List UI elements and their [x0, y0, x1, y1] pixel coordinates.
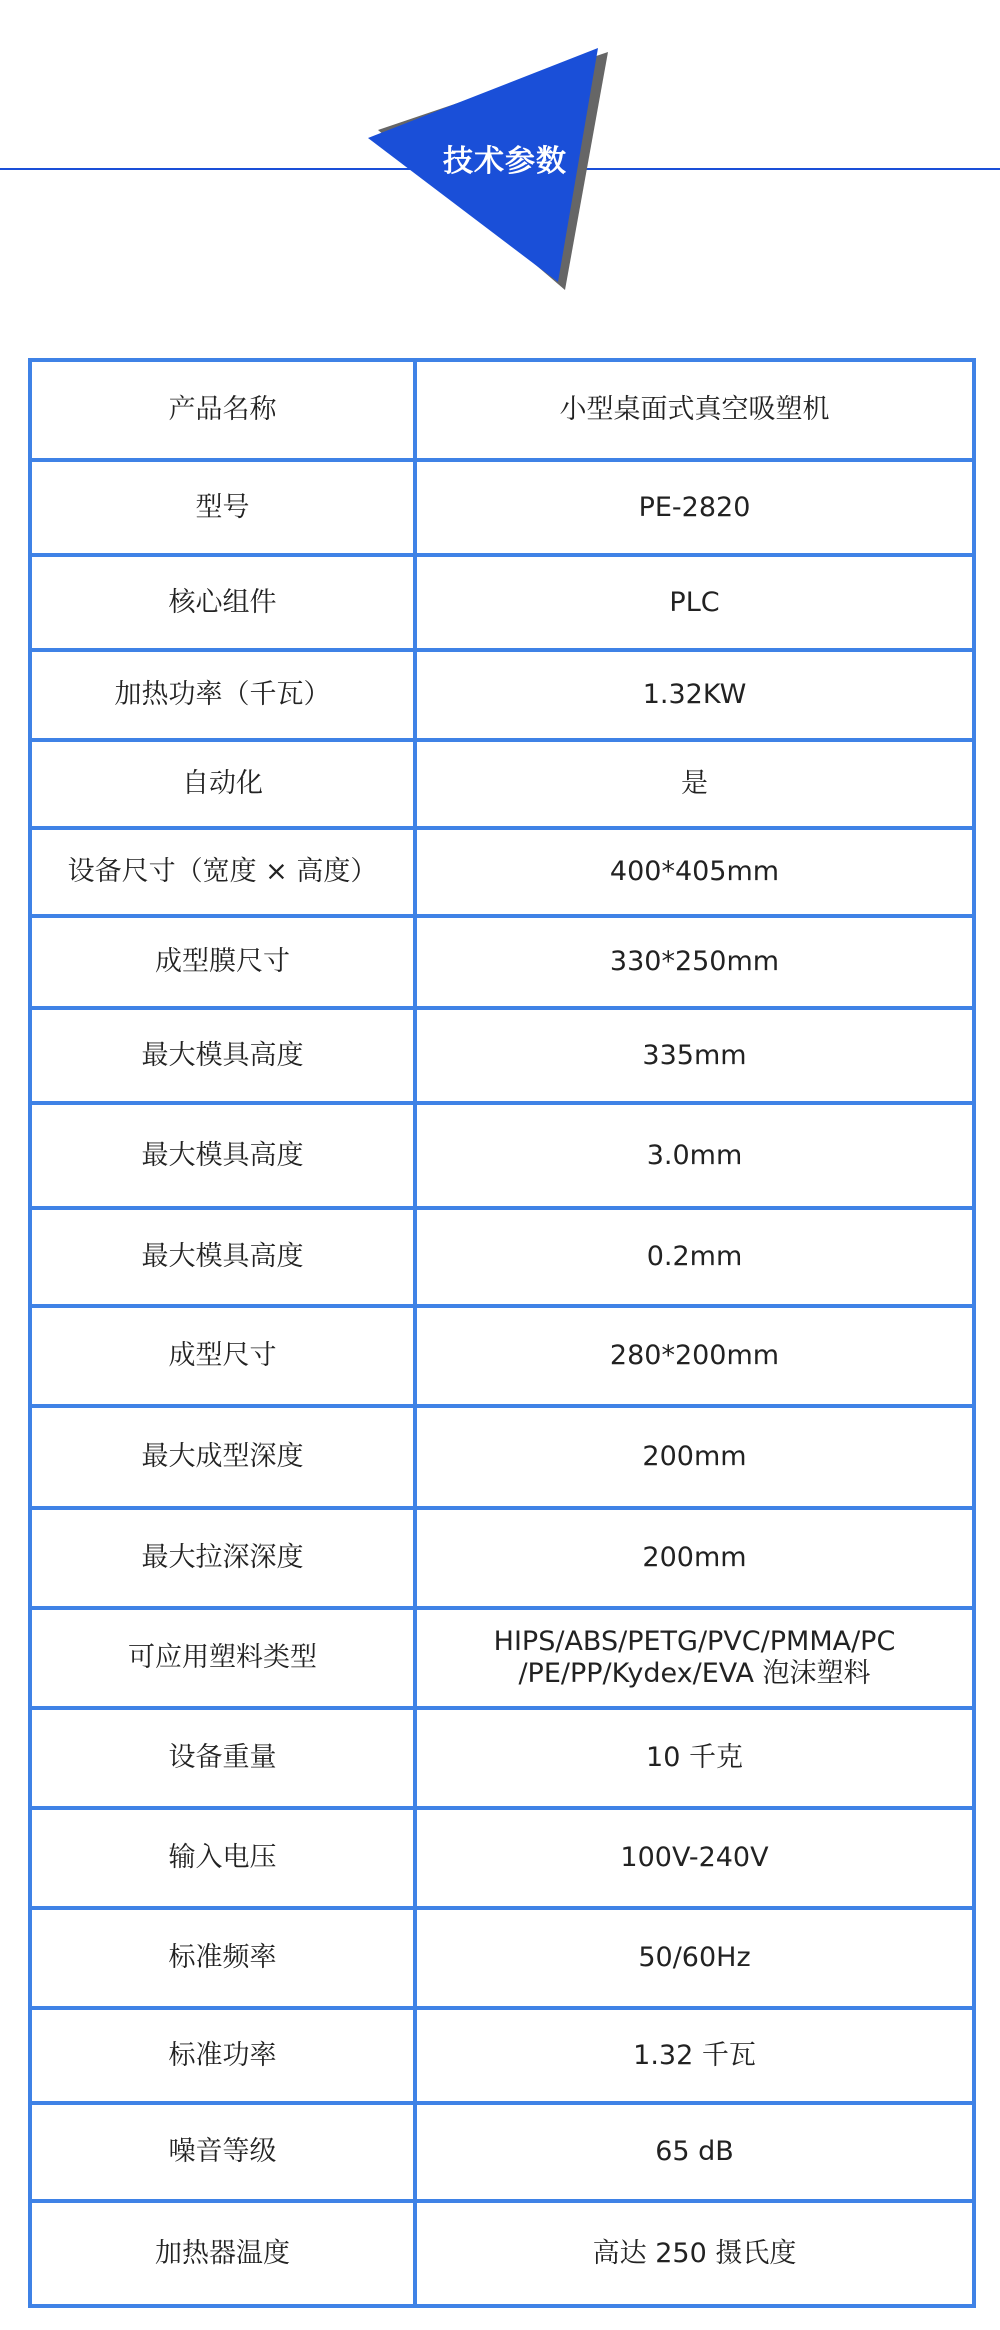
- table-row: [30, 2201, 974, 2306]
- table-row: [30, 1508, 974, 1608]
- spec-value: PLC: [415, 555, 974, 650]
- table-row: [30, 1808, 974, 1908]
- table-row: [30, 1908, 974, 2008]
- spec-label: 最大成型深度: [30, 1406, 415, 1508]
- table-row: [30, 2008, 974, 2103]
- table-row: [30, 555, 974, 650]
- table-row: [30, 1208, 974, 1306]
- table-row: [30, 1103, 974, 1208]
- section-header: [0, 0, 1000, 300]
- spec-label: 加热器温度: [30, 2201, 415, 2306]
- table-row: [30, 460, 974, 555]
- spec-label: 最大模具高度: [30, 1208, 415, 1306]
- spec-label: 输入电压: [30, 1808, 415, 1908]
- section-title: 技术参数: [443, 144, 567, 179]
- spec-label: 噪音等级: [30, 2103, 415, 2201]
- table-row: [30, 916, 974, 1008]
- spec-value: 是: [415, 740, 974, 828]
- spec-label: 可应用塑料类型: [30, 1608, 415, 1708]
- table-row: [30, 1708, 974, 1808]
- spec-value: 小型桌面式真空吸塑机: [415, 360, 974, 460]
- table-row: [30, 1608, 974, 1708]
- spec-value: 10 千克: [415, 1708, 974, 1808]
- spec-value: 50/60Hz: [415, 1908, 974, 2008]
- spec-label: 加热功率（千瓦）: [30, 650, 415, 740]
- table-row: [30, 2103, 974, 2201]
- spec-value: 400*405mm: [415, 828, 974, 916]
- spec-label: 型号: [30, 460, 415, 555]
- spec-value: 280*200mm: [415, 1306, 974, 1406]
- spec-label: 设备尺寸（宽度 × 高度）: [30, 828, 415, 916]
- spec-label: 产品名称: [30, 360, 415, 460]
- spec-value: 1.32 千瓦: [415, 2008, 974, 2103]
- spec-label: 设备重量: [30, 1708, 415, 1808]
- table-row: [30, 1008, 974, 1103]
- spec-value: PE-2820: [415, 460, 974, 555]
- spec-value: 高达 250 摄氏度: [415, 2201, 974, 2306]
- spec-value: 0.2mm: [415, 1208, 974, 1306]
- spec-value: 330*250mm: [415, 916, 974, 1008]
- spec-label: 标准频率: [30, 1908, 415, 2008]
- spec-value: 335mm: [415, 1008, 974, 1103]
- table-row: [30, 1306, 974, 1406]
- spec-value: 200mm: [415, 1406, 974, 1508]
- spec-value-line: /PE/PP/Kydex/EVA 泡沫塑料: [518, 1658, 871, 1689]
- spec-label: 最大模具高度: [30, 1008, 415, 1103]
- table-row: [30, 360, 974, 460]
- spec-label: 成型尺寸: [30, 1306, 415, 1406]
- table-row: [30, 740, 974, 828]
- spec-value-multiline: [415, 1608, 974, 1708]
- table-row: [30, 650, 974, 740]
- spec-value: 200mm: [415, 1508, 974, 1608]
- spec-label: 成型膜尺寸: [30, 916, 415, 1008]
- spec-value: 1.32KW: [415, 650, 974, 740]
- spec-value: 65 dB: [415, 2103, 974, 2201]
- table-row: [30, 1406, 974, 1508]
- spec-label: 自动化: [30, 740, 415, 828]
- table-row: [30, 828, 974, 916]
- spec-label: 核心组件: [30, 555, 415, 650]
- spec-label: 标准功率: [30, 2008, 415, 2103]
- spec-value: 100V-240V: [415, 1808, 974, 1908]
- spec-label: 最大模具高度: [30, 1103, 415, 1208]
- spec-label: 最大拉深深度: [30, 1508, 415, 1608]
- spec-table: [28, 358, 976, 2308]
- spec-value: 3.0mm: [415, 1103, 974, 1208]
- spec-value-line: HIPS/ABS/PETG/PVC/PMMA/PC: [493, 1626, 896, 1657]
